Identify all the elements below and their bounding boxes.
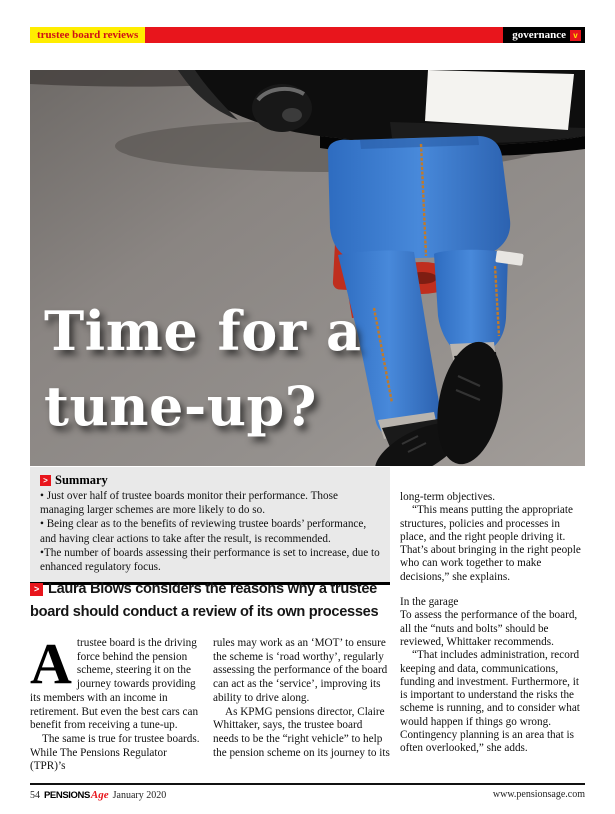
- standfirst: [30, 578, 395, 624]
- mechanic-torso: [328, 136, 510, 260]
- website-link[interactable]: www.pensionsage.com: [492, 789, 585, 800]
- arrow-right-icon: >: [40, 475, 51, 486]
- paragraph: rules may work as an ‘MOT’ to ensure the scheme is ‘road worthy’, regularly assessing the performance of the board can act as the ‘service’, improving its ability to drive along.: [213, 637, 388, 704]
- category-dropdown[interactable]: [503, 27, 585, 43]
- footer-rule: [30, 783, 585, 785]
- hero-photo: [30, 70, 585, 466]
- drop-cap: A: [30, 631, 72, 696]
- paragraph: Atrustee board is the driving force behind the pension scheme, steering it on the journey towards providing its members with an income in retirement. But even the best cars can benefit from receiving a tune-up.: [30, 631, 199, 732]
- paragraph: “This means putting the appropriate structures, policies and processes in place, and the right people driving it. That’s about bringing in the right people who can work together to make decisions,” she explains.: [400, 504, 581, 583]
- summary-bullet-2: • Being clear as to the benefits of reviewing trustee boards’ performance, and having clear actions to take after the result, is recommended.: [40, 518, 367, 545]
- paragraph: “That includes administration, record keeping and data, communications, funding and investment. Furthermore, it is important to understand the risks the scheme is running, and to consider what would happen if things go wrong. Contingency planning is an area that is often overlooked,” she adds.: [400, 649, 580, 755]
- brand-logo-age: Age: [90, 789, 109, 801]
- page-number: 54: [30, 790, 40, 801]
- hero-headline: [44, 294, 361, 444]
- car-white-panel: [425, 70, 574, 130]
- summary-bullet-3: •The number of boards assessing their performance is set to increase, due to enhanced regulatory focus.: [40, 546, 380, 574]
- brand-logo-pensions: PENSIONS: [44, 790, 90, 801]
- article-column-2: [213, 637, 390, 760]
- topic-bar: [30, 27, 585, 43]
- issue-date: January 2020: [112, 790, 167, 801]
- chevron-down-icon[interactable]: v: [570, 30, 581, 41]
- article-column-3: [400, 491, 586, 756]
- paragraph: The same is true for trustee boards. While The Pensions Regulator (TPR)’s: [30, 732, 200, 773]
- summary-title: Summary: [55, 473, 108, 487]
- hero-headline-line2: tune-up?: [44, 374, 317, 438]
- arrow-right-icon: >: [30, 583, 43, 596]
- footer-left: [30, 789, 166, 802]
- article-column-1: [30, 631, 202, 774]
- paragraph: long-term objectives.: [400, 491, 496, 503]
- standfirst-text: Laura Blows considers the reasons why a trustee board should conduct a review of its own processes: [30, 581, 379, 620]
- topic-tag: trustee board reviews: [30, 27, 145, 43]
- paragraph: As KPMG pensions director, Claire Whittaker, says, the trustee board needs to be the “right vehicle” to help the pension scheme on its journey to its: [213, 705, 390, 759]
- summary-bullet-1: • Just over half of trustee boards monitor their performance. Those managing larger schemes are more likely to do so.: [40, 490, 338, 517]
- section-subhead: In the garage: [400, 596, 459, 609]
- category-label: governance: [512, 29, 566, 41]
- hero-headline-line1: Time for a: [44, 299, 362, 363]
- paragraph: To assess the performance of the board, all the “nuts and bolts” should be reviewed, Whittaker recommends.: [400, 609, 578, 648]
- summary-box: [30, 467, 390, 585]
